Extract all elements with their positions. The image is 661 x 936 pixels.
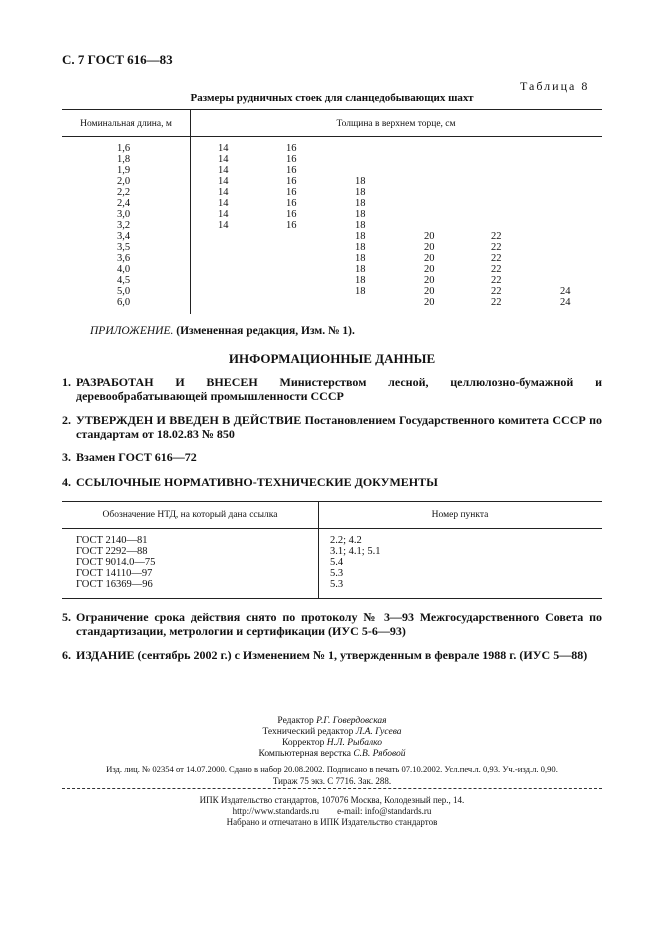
publisher-address: ИПК Издательство стандартов, 107076 Москва, Колодезный пер., 14. (199, 795, 465, 805)
table-row: ГОСТ 14110—97 (76, 568, 153, 579)
table-row: 3.1; 4.1; 5.1 (330, 546, 381, 557)
table-cell: 2,4 (117, 198, 131, 209)
table-cell: 2,0 (117, 176, 131, 187)
ref-doc-column (76, 535, 155, 590)
info-heading: ИНФОРМАЦИОННЫЕ ДАННЫЕ (228, 351, 436, 366)
table-cell: 3,2 (117, 220, 131, 231)
table-row: 5.4 (330, 557, 344, 568)
table-cell: 16 (286, 143, 297, 154)
publisher-contacts (62, 806, 602, 817)
table-cell: 20 (424, 264, 435, 275)
table-cell: 20 (424, 286, 435, 297)
table-row: ГОСТ 9014.0—75 (76, 557, 156, 568)
info-item-4: 4. ССЫЛОЧНЫЕ НОРМАТИВНО-ТЕХНИЧЕСКИЕ ДОКУМЕНТЫ (62, 475, 438, 489)
table-cell: 16 (286, 165, 297, 176)
table-cell: 3,6 (117, 253, 131, 264)
table-cell: 1,8 (117, 154, 131, 165)
appendix-note-text: (Измененная редакция, Изм. № 1). (173, 325, 355, 337)
table-row: ГОСТ 2140—81 (76, 535, 148, 546)
table-row: ГОСТ 16369—96 (76, 579, 153, 590)
page-reference: С. 7 ГОСТ 616—83 (62, 52, 173, 67)
appendix-note-italic: ПРИЛОЖЕНИЕ. (90, 325, 174, 337)
table-cell: 14 (218, 154, 229, 165)
table-cell: 3,4 (117, 231, 131, 242)
imprint-line-2: Тираж 75 экз. С 7716. Зак. 288. (272, 776, 392, 786)
credit-proofreader: Корректор Н.Л. Рыбалко (282, 738, 382, 748)
table-cell: 3,0 (117, 209, 131, 220)
table-cell: 6,0 (117, 297, 131, 308)
table-cell: 20 (424, 297, 435, 308)
thickness-18-column (355, 176, 366, 297)
thickness-24-column (560, 286, 571, 308)
table-cell: 24 (560, 297, 571, 308)
table-cell: 22 (491, 264, 502, 275)
table-cell: 22 (491, 275, 502, 286)
appendix-note (90, 325, 355, 337)
table-cell: 14 (218, 176, 229, 187)
table-cell: 22 (491, 253, 502, 264)
column-header-length: Номинальная длина, м (80, 119, 172, 129)
table-cell: 3,5 (117, 242, 131, 253)
imprint-divider (62, 788, 602, 789)
thickness-22-column (491, 231, 502, 308)
table-cell: 18 (355, 264, 366, 275)
publisher-website-link[interactable]: http://www.standards.ru (232, 806, 320, 816)
table-cell: 16 (286, 154, 297, 165)
table-cell: 18 (355, 286, 366, 297)
info-item-5: 5. Ограничение срока действия снято по протоколу № 3—93 Межгосударственного Совета по стандартизации, метрологии и сертификации (ИУС 5-6—93) (62, 610, 602, 638)
table-cell: 18 (355, 253, 366, 264)
table-cell: 16 (286, 209, 297, 220)
table-cell: 18 (355, 198, 366, 209)
ref-table-divider (318, 501, 319, 598)
table-cell: 16 (286, 176, 297, 187)
printing-note: Набрано и отпечатано в ИПК Издательство стандартов (226, 817, 438, 827)
column-header-thickness: Толщина в верхнем торце, см (336, 119, 456, 129)
publisher-email-link[interactable]: e-mail: info@standards.ru (337, 806, 432, 816)
table-cell: 18 (355, 176, 366, 187)
table-cell: 14 (218, 187, 229, 198)
info-item-3: 3. Взамен ГОСТ 616—72 (62, 450, 197, 464)
table-column-divider (190, 109, 191, 314)
table-cell: 5,0 (117, 286, 131, 297)
credit-layout: Компьютерная верстка С.В. Рябовой (258, 749, 406, 759)
table-cell: 18 (355, 242, 366, 253)
table-cell: 20 (424, 231, 435, 242)
table-header-rule (62, 136, 602, 137)
table-row: 2.2; 4.2 (330, 535, 362, 546)
table-row: 5.3 (330, 568, 344, 579)
ref-clause-column (330, 535, 380, 590)
thickness-20-column (424, 231, 435, 308)
table-cell: 18 (355, 209, 366, 220)
table-cell: 18 (355, 231, 366, 242)
table-cell: 18 (355, 187, 366, 198)
table-cell: 22 (491, 286, 502, 297)
table-cell: 4,0 (117, 264, 131, 275)
info-item-1: 1. РАЗРАБОТАН И ВНЕСЕН Министерством лесной, целлюлозно-бумажной и деревообрабатывающей промышленности СССР (62, 375, 602, 403)
thickness-14-column (218, 143, 229, 231)
table-cell: 16 (286, 187, 297, 198)
table-cell: 16 (286, 220, 297, 231)
table-row: ГОСТ 2292—88 (76, 546, 148, 557)
table-cell: 1,9 (117, 165, 131, 176)
table-cell: 2,2 (117, 187, 131, 198)
table-top-rule (62, 109, 602, 110)
table-cell: 14 (218, 143, 229, 154)
table-cell: 14 (218, 198, 229, 209)
ref-col-header-doc: Обозначение НТД, на который дана ссылка (102, 510, 278, 520)
table-cell: 16 (286, 198, 297, 209)
table-cell: 14 (218, 209, 229, 220)
table-cell: 18 (355, 220, 366, 231)
table-cell: 4,5 (117, 275, 131, 286)
ref-table-bottom-rule (62, 598, 602, 599)
table-cell: 20 (424, 253, 435, 264)
table-cell: 22 (491, 231, 502, 242)
table-cell: 22 (491, 297, 502, 308)
table-cell: 20 (424, 242, 435, 253)
ref-table-top-rule (62, 501, 602, 502)
length-column (117, 143, 130, 308)
ref-col-header-clause: Номер пункта (431, 510, 489, 520)
thickness-16-column (286, 143, 297, 231)
table-cell: 1,6 (117, 143, 131, 154)
table-cell: 14 (218, 165, 229, 176)
credit-editor: Редактор Р.Г. Говердовская (277, 716, 387, 726)
credit-tech-editor: Технический редактор Л.А. Гусева (262, 727, 402, 737)
table-title: Размеры рудничных стоек для сланцедобывающих шахт (190, 92, 474, 104)
info-item-2: 2. УТВЕРЖДЕН И ВВЕДЕН В ДЕЙСТВИЕ Постановлением Государственного комитета СССР по стандартам от 18.02.83 № 850 (62, 413, 602, 441)
table-label: Таблица 8 (520, 79, 590, 93)
credits-block (62, 716, 602, 760)
table-cell: 20 (424, 275, 435, 286)
table-cell: 22 (491, 242, 502, 253)
info-item-6: 6. ИЗДАНИЕ (сентябрь 2002 г.) с Изменением № 1, утвержденным в феврале 1988 г. (ИУС 5—88) (62, 648, 588, 662)
table-cell: 24 (560, 286, 571, 297)
ref-table-header-rule (62, 528, 602, 529)
table-cell: 14 (218, 220, 229, 231)
table-cell: 18 (355, 275, 366, 286)
table-row: 5.3 (330, 579, 344, 590)
imprint-line-1: Изд. лиц. № 02354 от 14.07.2000. Сдано в набор 20.08.2002. Подписано в печать 07.10.2002. Усл.печ.л. 0,93. Уч.-изд.л. 0,90. (106, 764, 558, 774)
